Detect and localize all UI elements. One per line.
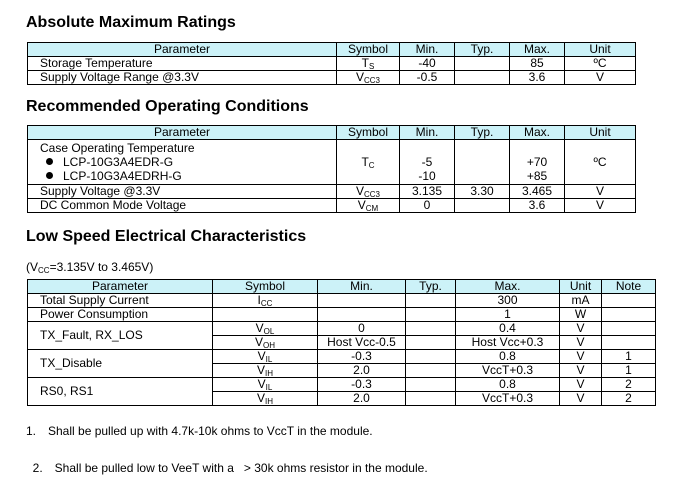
- table-header-row: [28, 126, 636, 140]
- table-row: [28, 378, 656, 392]
- cell-unit: W: [560, 308, 602, 322]
- cell-unit: V: [560, 378, 602, 392]
- condition-text: ($V_{CC}=3.135V$ to 3.465V): [26, 260, 154, 275]
- section-title-absolute-max: Absolute Maximum Ratings: [26, 14, 236, 31]
- header-note: Note: [602, 280, 656, 294]
- cell-unit: V: [565, 185, 636, 199]
- cell-parameter: Supply Voltage @3.3V: [28, 185, 337, 199]
- cell-note: 2: [602, 392, 656, 406]
- header-typ: Typ.: [455, 126, 510, 140]
- cell-unit: V: [560, 350, 602, 364]
- low-speed-table: [27, 279, 656, 406]
- cell-typ: [455, 199, 510, 213]
- header-symbol: Symbol: [213, 280, 318, 294]
- cell-symbol: $V_{CC3}$: [337, 71, 400, 85]
- cell-typ: [455, 71, 510, 85]
- case-temp-label: Case Operating Temperature: [40, 141, 195, 155]
- cell-max: 0.8: [456, 378, 560, 392]
- header-min: Min.: [400, 126, 455, 140]
- cell-parameter: Supply Voltage Range @3.3V: [28, 71, 337, 85]
- cell-note: [602, 322, 656, 336]
- absolute-max-table: [27, 42, 636, 85]
- cell-min: [318, 308, 406, 322]
- header-parameter: Parameter: [28, 280, 213, 294]
- table-row: [28, 350, 656, 364]
- cell-typ: [406, 322, 456, 336]
- cell-unit: ºC: [565, 57, 636, 71]
- cell-symbol: $T_S$: [337, 57, 400, 71]
- cell-note: 1: [602, 364, 656, 378]
- cell-unit: ºC: [565, 140, 636, 185]
- cell-max: +70 +85: [510, 140, 565, 185]
- cell-parameter: Storage Temperature: [28, 57, 337, 71]
- section-title-recommended: Recommended Operating Conditions: [26, 98, 309, 115]
- cell-unit: V: [560, 392, 602, 406]
- cell-symbol: $I_{CC}$: [213, 294, 318, 308]
- cell-typ: 3.30: [455, 185, 510, 199]
- cell-max: 3.6: [510, 199, 565, 213]
- header-min: Min.: [400, 43, 455, 57]
- cell-symbol: $V_{IH}$: [213, 364, 318, 378]
- cell-max: 0.8: [456, 350, 560, 364]
- footnote-2: 2. Shall be pulled low to VeeT with a > 30k ohms resistor in the module.: [32, 461, 428, 475]
- section-title-low-speed: Low Speed Electrical Characteristics: [26, 228, 307, 245]
- cell-typ: [406, 294, 456, 308]
- cell-min: -0.3: [318, 378, 406, 392]
- cell-symbol: $V_{OL}$: [213, 322, 318, 336]
- cell-min: -40: [400, 57, 455, 71]
- cell-min: 2.0: [318, 392, 406, 406]
- footnote-1: 1. Shall be pulled up with 4.7k-10k ohms to VccT in the module.: [26, 424, 373, 438]
- header-unit: Unit: [560, 280, 602, 294]
- header-typ: Typ.: [455, 43, 510, 57]
- header-symbol: Symbol: [337, 43, 400, 57]
- cell-min: -0.5: [400, 71, 455, 85]
- bullet-icon: [46, 158, 53, 165]
- cell-symbol: $T_C$: [337, 140, 400, 185]
- cell-parameter: Total Supply Current: [28, 294, 213, 308]
- cell-symbol: $V_{IL}$: [213, 378, 318, 392]
- cell-max: 3.465: [510, 185, 565, 199]
- cell-max: Host Vcc+0.3: [456, 336, 560, 350]
- cell-min: [318, 294, 406, 308]
- table-row: [28, 57, 636, 71]
- cell-note: 2: [602, 378, 656, 392]
- cell-parameter-group: TX_Disable: [28, 350, 213, 378]
- header-max: Max.: [510, 126, 565, 140]
- cell-parameter: Power Consumption: [28, 308, 213, 322]
- cell-min: -0.3: [318, 350, 406, 364]
- cell-typ: [406, 336, 456, 350]
- table-row: [28, 199, 636, 213]
- header-max: Max.: [510, 43, 565, 57]
- table-header-row: [28, 43, 636, 57]
- table-row: [28, 308, 656, 322]
- list-item: LCP-10G3A4EDR-G: [40, 155, 333, 169]
- cell-typ: [406, 378, 456, 392]
- header-unit: Unit: [565, 43, 636, 57]
- cell-symbol: $V_{IH}$: [213, 392, 318, 406]
- cell-unit: V: [565, 199, 636, 213]
- cell-symbol: $V_{CM}$: [337, 199, 400, 213]
- cell-min: Host Vcc-0.5: [318, 336, 406, 350]
- cell-note: [602, 308, 656, 322]
- cell-unit: mA: [560, 294, 602, 308]
- cell-max: 0.4: [456, 322, 560, 336]
- table-row: [28, 294, 656, 308]
- cell-max: 300: [456, 294, 560, 308]
- list-item: LCP-10G3A4EDRH-G: [40, 169, 333, 183]
- recommended-conditions-table: [27, 125, 636, 213]
- cell-typ: [455, 140, 510, 185]
- cell-max: 85: [510, 57, 565, 71]
- cell-unit: V: [560, 364, 602, 378]
- cell-typ: [455, 57, 510, 71]
- cell-unit: V: [560, 336, 602, 350]
- table-row: [28, 71, 636, 85]
- cell-parameter-case-temp: [28, 140, 337, 185]
- cell-note: 1: [602, 350, 656, 364]
- cell-typ: [406, 308, 456, 322]
- table-row: [28, 185, 636, 199]
- cell-typ: [406, 350, 456, 364]
- table-row: [28, 322, 656, 336]
- bullet-icon: [46, 172, 53, 179]
- cell-symbol: $V_{IL}$: [213, 350, 318, 364]
- cell-parameter: DC Common Mode Voltage: [28, 199, 337, 213]
- cell-max: VccT+0.3: [456, 392, 560, 406]
- header-parameter: Parameter: [28, 126, 337, 140]
- table-row: [28, 140, 636, 185]
- cell-note: [602, 336, 656, 350]
- cell-typ: [406, 392, 456, 406]
- header-parameter: Parameter: [28, 43, 337, 57]
- cell-unit: V: [565, 71, 636, 85]
- cell-min: 3.135: [400, 185, 455, 199]
- cell-symbol: $V_{CC3}$: [337, 185, 400, 199]
- cell-max: 3.6: [510, 71, 565, 85]
- header-unit: Unit: [565, 126, 636, 140]
- cell-max: VccT+0.3: [456, 364, 560, 378]
- cell-min: -5 -10: [400, 140, 455, 185]
- cell-min: 0: [318, 322, 406, 336]
- cell-min: 0: [400, 199, 455, 213]
- cell-unit: V: [560, 322, 602, 336]
- header-symbol: Symbol: [337, 126, 400, 140]
- cell-max: 1: [456, 308, 560, 322]
- header-max: Max.: [456, 280, 560, 294]
- cell-note: [602, 294, 656, 308]
- cell-symbol: $V_{OH}$: [213, 336, 318, 350]
- cell-typ: [406, 364, 456, 378]
- header-typ: Typ.: [406, 280, 456, 294]
- cell-min: 2.0: [318, 364, 406, 378]
- header-min: Min.: [318, 280, 406, 294]
- cell-symbol: [213, 308, 318, 322]
- table-header-row: [28, 280, 656, 294]
- cell-parameter-group: RS0, RS1: [28, 378, 213, 406]
- cell-parameter-group: TX_Fault, RX_LOS: [28, 322, 213, 350]
